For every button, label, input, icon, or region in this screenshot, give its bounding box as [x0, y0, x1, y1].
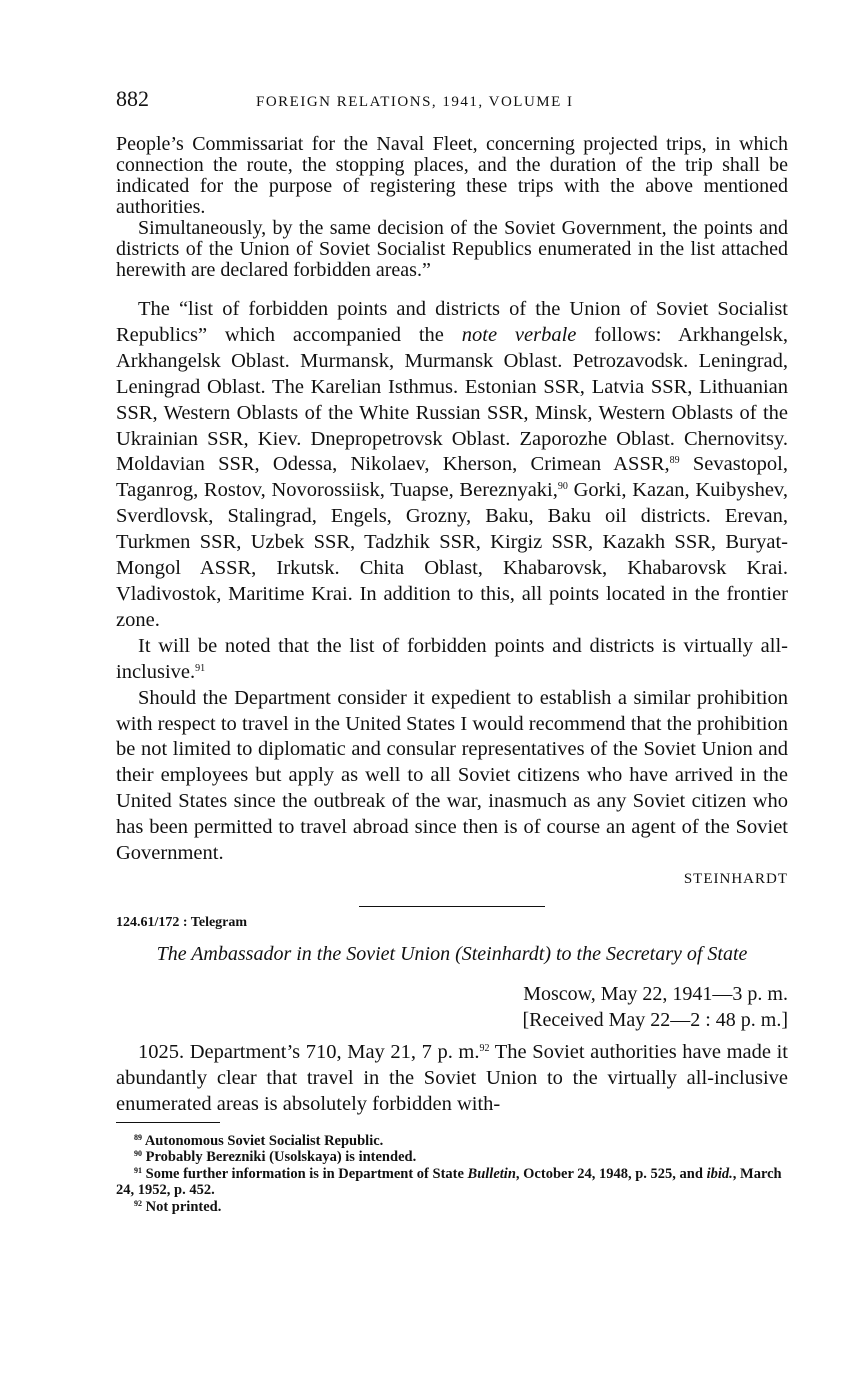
running-head: FOREIGN RELATIONS, 1941, VOLUME I	[256, 94, 574, 110]
text-run: Sevastopol, Taganrog, Rostov, Novorossiisk, Tuapse, Bereznyaki,	[116, 453, 789, 502]
signature: STEINHARDT	[683, 870, 788, 887]
quoted-note	[116, 134, 788, 281]
footnote-italic: ibid.	[706, 1165, 733, 1182]
body-paragraph	[116, 634, 788, 686]
footnote-italic: Bulletin	[467, 1165, 516, 1182]
footnote-number: 91	[134, 1165, 142, 1175]
body-paragraph	[116, 297, 788, 634]
page-number: 882	[116, 86, 149, 111]
telegram-paragraph	[116, 1039, 788, 1117]
text-run: 1025. Department’s 710, May 21, 7 p. m.	[138, 1040, 480, 1063]
quote-paragraph: People’s Commissariat for the Naval Fleet, concerning projected trips, in which connection the route, the stopping places, and the duration of the trip shall be indicated for the purpose of registering these trips with the above mentioned authorities.	[116, 133, 788, 218]
footnote-ref: 92	[479, 1042, 490, 1054]
footnote-text: , March 24, 1952, p. 452.	[116, 1165, 782, 1199]
footnote-text: Some further information is in Department of State	[145, 1165, 468, 1182]
text-run: Gorki, Kazan, Kuibyshev, Sverdlovsk, Stalingrad, Engels, Grozny, Baku, Baku oil districts. Erevan, Turkmen SSR, Uzbek SSR, Tadzhik SSR, Kirgiz SSR, Kazakh SSR, Buryat-Mongol ASSR, Irkutsk. Chita Oblast, Khabarovsk, Khabarovsk Krai. Vladivostok, Maritime Krai. In addition to this, all points located in the frontier zone.	[116, 479, 788, 631]
quote-paragraph: Simultaneously, by the same decision of the Soviet Government, the points and districts of the Union of Soviet Socialist Republics enumerated in the list attached herewith are declared forbidden areas.”	[116, 217, 788, 281]
sent-line: Moscow, May 22, 1941—3 p. m.	[523, 982, 788, 1005]
received-line: [Received May 22—2 : 48 p. m.]	[522, 1008, 788, 1031]
footnote	[116, 1133, 788, 1150]
footnote-text: Not printed.	[145, 1198, 222, 1215]
footnote-number: 92	[134, 1198, 142, 1208]
file-reference: 124.61/172 : Telegram	[116, 914, 248, 930]
body-text	[116, 297, 788, 867]
text-run: It will be noted that the list of forbidden points and districts is virtually all-inclusive.	[116, 634, 788, 683]
page-header	[116, 86, 788, 112]
text-run: follows: Arkhangelsk, Arkhangelsk Oblast. Murmansk, Murmansk Oblast. Petrozavodsk. Leningrad, Leningrad Oblast. The Karelian Isthmus. Estonian SSR, Latvia SSR, Lithuanian SSR, Western Oblasts of the White Russian SSR, Minsk, Western Oblasts of the Ukrainian SSR, Kiev. Dnepropetrovsk Oblast. Zaporozhe Oblast. Chernovitsy. Moldavian SSR, Odessa, Nikolaev, Kherson, Crimean ASSR,	[116, 323, 788, 476]
footnote	[116, 1199, 788, 1216]
dateline	[116, 981, 788, 1033]
footnote-ref: 90	[557, 481, 568, 493]
footnote	[116, 1149, 788, 1166]
text-run: The “list of forbidden points and districts of the Union of Soviet Socialist Republics” which accompanied the	[116, 298, 788, 346]
footnote-text: , October 24, 1948, p. 525, and	[515, 1165, 707, 1182]
footnote-number: 89	[134, 1132, 142, 1142]
footnote-ref: 89	[669, 455, 680, 467]
section-divider	[359, 906, 545, 907]
document-title: The Ambassador in the Soviet Union (Steinhardt) to the Secretary of State	[156, 942, 748, 965]
telegram-text	[116, 1039, 788, 1117]
footnote-divider	[116, 1122, 220, 1123]
footnote-number: 90	[134, 1149, 142, 1159]
footnote-text: Probably Berezniki (Usolskaya) is intended.	[145, 1149, 417, 1166]
footnote-ref: 91	[195, 662, 206, 674]
text-run: The Soviet authorities have made it abundantly clear that travel in the Soviet Union to the virtually all-inclusive enumerated areas is absolutely forbidden with-	[116, 1040, 788, 1115]
footnotes	[116, 1133, 788, 1216]
italic-text: note verbale	[461, 323, 577, 346]
document-page	[116, 86, 788, 1215]
body-paragraph: Should the Department consider it expedient to establish a similar prohibition with respect to travel in the United States I would recommend that the prohibition be not limited to diplomatic and consular representatives of the Soviet Union and their employees but apply as well to all Soviet citizens who have arrived in the United States since the outbreak of the war, inasmuch as any Soviet citizen who has been permitted to travel abroad since then is of course an agent of the Soviet Government.	[116, 686, 788, 865]
footnote-text: Autonomous Soviet Socialist Republic.	[144, 1132, 384, 1149]
footnote	[116, 1166, 788, 1199]
